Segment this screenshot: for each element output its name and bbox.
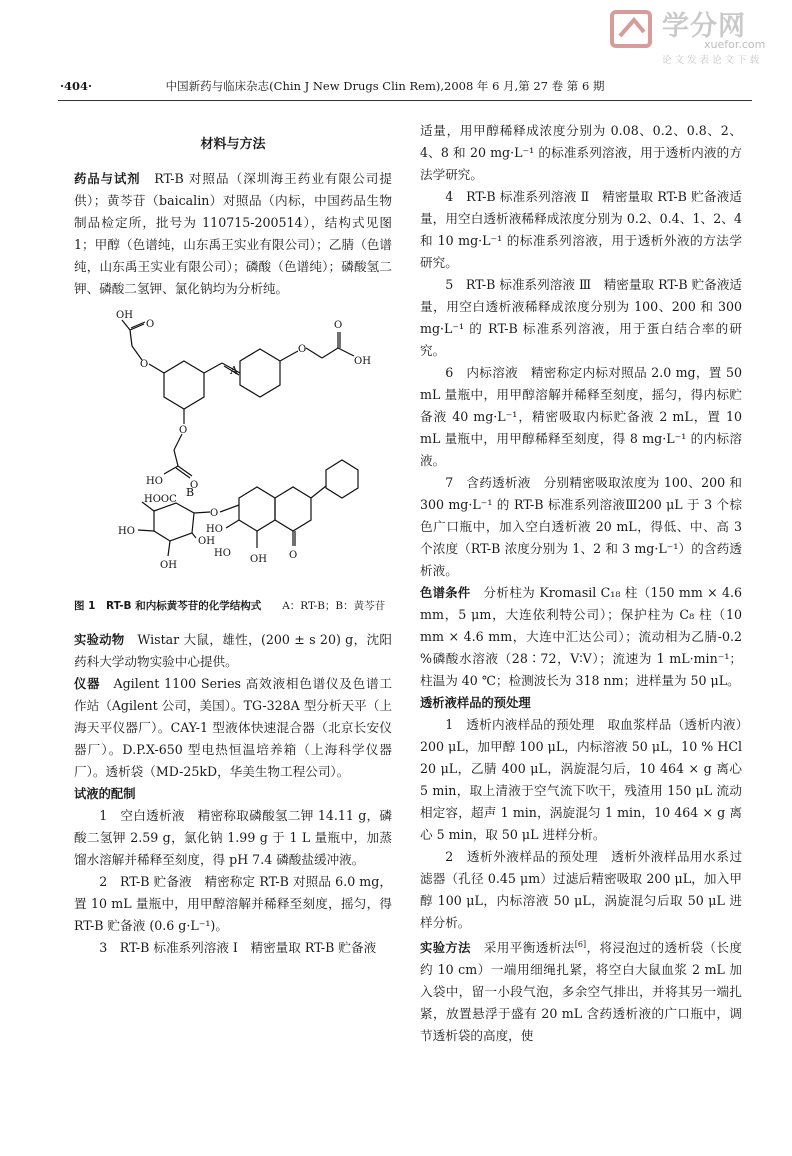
label-o-2: O (146, 319, 155, 330)
header-rule (58, 100, 752, 101)
label-hooc: HOOC (144, 494, 177, 505)
item-text: 精密量取 RT-B 贮备液适量，用空白透析液稀释成浓度分别为 0.2、0.4、1、2、4 和 10 mg·L⁻¹ 的标准系列溶液，用于透析外液的方法学研究。 (420, 189, 742, 270)
label-b: B (186, 486, 195, 499)
label-oh-1: OH (116, 310, 133, 321)
method-text-post: ，将浸泡过的透析袋（长度约 10 cm）一端用细绳扎紧，将空白大鼠血浆 2 mL 加入袋中，留一小段气泡，多余空气排出，并将其另一端扎紧，放置悬浮于盛有 20 mL 含药透析液的广口瓶中，调节透析袋的高度，使 (420, 940, 743, 1044)
journal-citation: 中国新药与临床杂志(Chin J New Drugs Clin Rem),2008 年 6 月,第 27 卷 第 6 期 (165, 79, 605, 93)
solutions-heading: 试液的配制 (74, 787, 136, 801)
item-number: 2 (445, 849, 454, 864)
drugs-term: 药品与试剂 (74, 172, 141, 186)
item-number: 7 (445, 475, 454, 490)
figure-number: 图 1 (74, 600, 96, 612)
logo-mark-icon (604, 6, 660, 54)
label-ho-2: HO (118, 526, 135, 537)
figure-title: RT-B 和内标黄芩苷的化学结构式 (105, 600, 262, 612)
glucuronide-ring (154, 503, 194, 541)
item-term: 透析内液样品的预处理 (466, 717, 595, 732)
drugs-text: RT-B 对照品（深圳海王药业有限公司提供）；黄芩苷（baicalin）对照品（内标，中国药品生物制品检定所，批号为 110715-200514），结构式见图 1；甲醇（色谱纯，山东禹王实业有限公司）；乙腈（色谱纯，山东禹王实业有限公司）；磷酸（色谱纯）；磷酸氢二钾、磷酸二氢钾、氯化钠均为分析纯。 (74, 171, 392, 296)
solution-item-5 (420, 274, 742, 362)
solution-item-3 (74, 937, 392, 959)
solution-item-3-continued: 适量，用甲醇稀释成浓度分别为 0.08、0.2、0.8、2、4、8 和 20 mg·L⁻¹ 的标准系列溶液，用于透析内液的方法学研究。 (420, 123, 742, 182)
instruments-paragraph (74, 673, 392, 783)
animals-paragraph (74, 629, 392, 673)
item-number: 3 (99, 940, 108, 955)
item-number: 1 (99, 808, 108, 823)
pretreatment-item-2 (420, 846, 742, 934)
item-term: 空白透析液 (120, 808, 185, 823)
item-text: 精密称定内标对照品 2.0 mg，置 50 mL 量瓶中，用甲醇溶解并稀释至刻度，摇匀，得内标贮备液 40 mg·L⁻¹，精密吸取内标贮备液 2 mL，置 10 mL 量瓶中，用甲醇稀释至刻度，得 8 mg·L⁻¹ 的内标溶液。 (420, 365, 743, 468)
page-number: ·404· (60, 79, 93, 93)
instruments-text: Agilent 1100 Series 高效液相色谱仪及色谱工作站（Agilent 公司，美国）。TG-328A 型分析天平（上海天平仪器厂）。CAY-1 型液体快速混合器（北京长安仪器厂）。D.P.X-650 型电热恒温培养箱（上海科学仪器厂）。透析袋（MD-25kD，华美生物工程公司）。 (74, 676, 392, 779)
animals-term: 实验动物 (74, 633, 125, 647)
figure-note: A：RT-B；B：黄芩苷 (282, 600, 386, 612)
item-term: 内标溶液 (466, 365, 518, 380)
label-oh-3: OH (160, 560, 177, 571)
flavone-phenyl-ring (326, 460, 358, 498)
item-text: 精密称取磷酸氢二钾 14.11 g，磷酸二氢钾 2.59 g，氯化钠 1.99 g 于 1 L 量瓶中，加蒸馏水溶解并稀释至刻度，得 pH 7.4 磷酸盐缓冲液。 (74, 808, 393, 867)
solution-item-1 (74, 805, 392, 871)
right-column (420, 120, 742, 1047)
item-term: 含药透析液 (466, 475, 531, 490)
left-column (74, 134, 392, 959)
solution-item-6 (420, 362, 742, 472)
method-text-pre: 采用平衡透析法 (483, 940, 575, 956)
rtb-ring-central (164, 361, 204, 409)
label-ho-4: HO (214, 548, 231, 559)
label-a: A (230, 364, 238, 377)
solution-item-4 (420, 186, 742, 274)
method-reference[interactable]: [6] (574, 940, 587, 949)
flavone-ring-c (275, 487, 311, 531)
label-o-4: O (334, 320, 343, 331)
item-term: RT-B 标准系列溶液 Ⅱ (466, 189, 590, 204)
item-number: 4 (445, 189, 454, 204)
rtb-ring-right (240, 349, 280, 397)
item-term: RT-B 标准系列溶液 Ⅲ (465, 277, 592, 292)
item-term: 透析外液样品的预处理 (466, 849, 599, 864)
item-text: 透析外液样品用水系过滤器（孔径 0.45 μm）过滤后精密吸取 200 μL，加入甲醇 100 μL，内标溶液 50 μL，涡旋混匀后取 50 μL 进样分析。 (420, 849, 743, 930)
item-text: 精密称定 RT-B 对照品 6.0 mg，置 10 mL 量瓶中，用甲醇溶解并稀释至刻度，摇匀，得 RT-B 贮备液 (0.6 g·L⁻¹)。 (74, 874, 393, 933)
section-title: 材料与方法 (200, 137, 266, 152)
drugs-paragraph (74, 168, 392, 300)
pretreatment-item-1 (420, 714, 742, 846)
logo-url: xuefor.com (704, 38, 766, 51)
item-text: 精密量取 RT-B 贮备液 (250, 940, 377, 955)
site-logo (604, 4, 788, 66)
item-text: 精密量取 RT-B 贮备液适量，用空白透析液稀释成浓度分别为 100、200 和 300 mg·L⁻¹ 的 RT-B 标准系列溶液，用于蛋白结合率的研究。 (420, 277, 743, 358)
item-text: 分别精密吸取浓度为 100、200 和 300 mg·L⁻¹ 的 RT-B 标准系列溶液Ⅲ200 μL 于 3 个棕色广口瓶中，加入空白透析液 20 mL，得低、中、高 3 个浓度（RT-B 浓度分别为 1、2 和 3 mg·L⁻¹）的含药透析液。 (420, 475, 743, 578)
label-o-1: O (140, 359, 149, 370)
item-number: 6 (445, 365, 454, 380)
item-number: 1 (445, 717, 454, 732)
label-o-3: O (298, 344, 307, 355)
label-ho-1: HO (146, 476, 163, 487)
logo-tagline: 论 文 发 表 论 文 下 载 (662, 55, 760, 66)
label-o-6: O (190, 480, 199, 491)
chromatography-text: 分析柱为 Kromasil C₁₈ 柱（150 mm × 4.6 mm，5 μm，大连依利特公司）；保护柱为 C₈ 柱（10 mm × 4.6 mm，大连中汇达公司）；流动相为乙腈-0.2 %磷酸水溶液（28∶72，V∶V）；流速为 1 mL·min⁻¹；柱温为 40 ℃；检测波长为 318 nm；进样量为 50 μL。 (420, 585, 743, 688)
animals-text: Wistar 大鼠，雄性，(200 ± s 20) g，沈阳药科大学动物实验中心提供。 (74, 632, 392, 669)
item-number: 2 (99, 874, 108, 889)
chemical-structure-figure (74, 306, 392, 596)
label-oh-2: OH (354, 356, 371, 367)
label-ho-3: HO (206, 524, 223, 535)
method-paragraph (420, 934, 742, 1047)
flavone-ring-a (239, 487, 275, 531)
method-term: 实验方法 (420, 941, 471, 956)
label-o-7: O (210, 508, 219, 519)
logo-text: 学分网 (662, 11, 746, 42)
instruments-term: 仪器 (74, 677, 101, 691)
solution-item-7 (420, 472, 742, 582)
solution-item-2 (74, 871, 392, 937)
running-header (60, 78, 750, 94)
label-oh-5: OH (250, 554, 267, 565)
pretreatment-heading: 透析液样品的预处理 (420, 696, 531, 710)
item-term: RT-B 标准系列溶液 Ⅰ (119, 940, 238, 955)
label-oh-4: OH (198, 536, 215, 547)
item-term: RT-B 贮备液 (120, 874, 192, 889)
chromatography-paragraph (420, 582, 742, 692)
chromatography-term: 色谱条件 (420, 586, 471, 600)
figure-caption (74, 598, 392, 615)
item-number: 5 (445, 277, 454, 292)
label-o-8: O (289, 550, 298, 561)
label-o-5: O (179, 425, 188, 436)
item-text: 取血浆样品（透析内液）200 μL，加甲醇 100 μL，内标溶液 50 μL，10 % HCl 20 μL，乙腈 400 μL，涡旋混匀后，10 464 × g 离心 5 min，取上清液于空气流下吹干，残渣用 150 μL 流动相定容，超声 1 min，涡旋混匀 1 min，10 464 × g 离心 5 min，取 50 μL 进样分析。 (420, 717, 743, 842)
